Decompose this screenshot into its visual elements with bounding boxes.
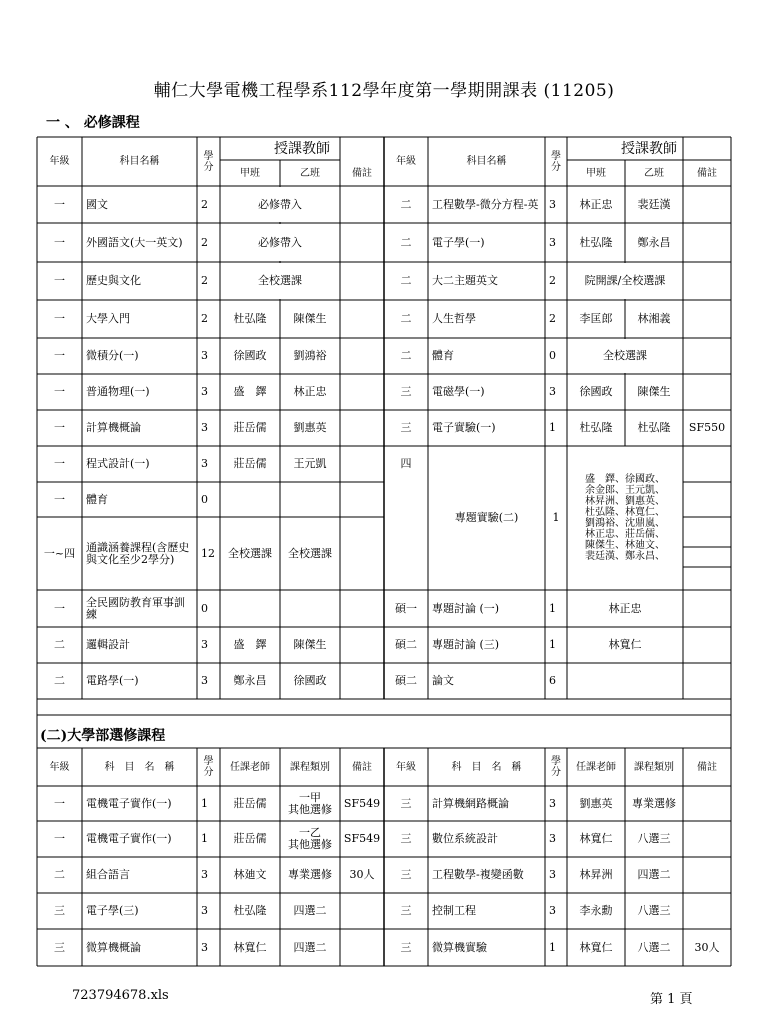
row-grade: 一 xyxy=(54,312,65,325)
footer-filename: 723794678.xls xyxy=(72,988,169,1003)
row2-teacher: 林廸文 xyxy=(233,868,267,881)
row2-note xyxy=(683,857,731,893)
row-note xyxy=(683,186,731,223)
row2-credit: 3 xyxy=(201,940,208,954)
row-note xyxy=(683,300,731,338)
row-credit: 3 xyxy=(201,638,208,651)
row-credit: 3 xyxy=(549,235,556,249)
row-grade: 一~四 xyxy=(43,546,76,560)
row-grade: 一 xyxy=(54,421,65,434)
section-required-heading: 一 、 必修課程 xyxy=(46,115,140,131)
header2-grade: 年級 xyxy=(49,761,70,773)
row-note xyxy=(683,223,731,262)
row2-course-type: 一乙 其他選修 xyxy=(288,826,332,851)
row2-note xyxy=(340,893,384,929)
row2-note xyxy=(340,929,384,966)
row-teacher-a xyxy=(220,482,280,517)
row-credit: 3 xyxy=(549,385,556,398)
row2-course-type: 專業選修 xyxy=(288,868,332,881)
row2-course-name: 數位系統設計 xyxy=(432,832,498,845)
row-note xyxy=(683,374,731,410)
row-course-name: 微積分(一) xyxy=(86,349,139,362)
row-teacher-a: 莊岳儒 xyxy=(233,421,267,434)
row2-grade: 一 xyxy=(54,832,65,845)
row2-grade: 一 xyxy=(54,796,65,810)
row-note xyxy=(340,482,384,517)
header-class-b: 乙班 xyxy=(300,167,320,179)
row2-credit: 3 xyxy=(549,904,556,917)
row2-course-name: 電機電子實作(一) xyxy=(86,832,172,845)
row-teacher-b: 杜弘隆 xyxy=(637,421,671,434)
row-grade: 一 xyxy=(54,197,65,211)
grad-credit: 6 xyxy=(549,674,556,687)
row-credit: 3 xyxy=(201,385,208,398)
row-course-name: 電磁學(一) xyxy=(432,385,485,398)
row2-grade: 三 xyxy=(400,796,412,810)
row2-note: 30人 xyxy=(694,940,720,954)
grad-teacher: 林正忠 xyxy=(608,601,642,615)
row-credit: 0 xyxy=(201,492,208,506)
row-note xyxy=(340,517,384,590)
header2-note: 備註 xyxy=(697,761,717,773)
row-teacher-a: 杜弘隆 xyxy=(579,235,613,249)
row2-note xyxy=(683,821,731,857)
row2-grade: 三 xyxy=(400,904,412,917)
row-course-name: 電子學(一) xyxy=(432,235,485,249)
row-course-name: 通識涵養課程(含歷史與文化至少2學分) xyxy=(86,540,190,566)
header-note: 備註 xyxy=(352,167,372,179)
row-grade: 一 xyxy=(54,385,65,398)
row-credit: 3 xyxy=(201,421,208,434)
grad-course-name: 論文 xyxy=(432,674,454,687)
header2-grade: 年級 xyxy=(396,761,416,773)
row2-course-type: 八選三 xyxy=(637,904,671,917)
row-teacher-b: 劉惠英 xyxy=(293,421,327,434)
header2-course-name: 科 目 名 稱 xyxy=(451,761,522,773)
row2-teacher: 莊岳儒 xyxy=(233,796,267,810)
row-grade: 二 xyxy=(54,674,65,687)
row-teacher-a: 鄭永昌 xyxy=(233,674,267,687)
grad-credit: 1 xyxy=(549,638,556,651)
grad-teacher: 林寬仁 xyxy=(608,638,642,651)
row2-teacher: 林昇洲 xyxy=(579,868,613,881)
header2-credit: 學分 xyxy=(551,756,561,778)
row-course-name: 計算機概論 xyxy=(86,421,141,434)
project-course-name: 專題實驗(二) xyxy=(454,511,519,524)
row2-grade: 三 xyxy=(400,868,412,881)
row-grade: 二 xyxy=(400,312,412,325)
header2-credit: 學分 xyxy=(203,756,214,778)
row2-teacher: 杜弘隆 xyxy=(233,904,267,917)
row2-teacher: 林寬仁 xyxy=(579,940,613,954)
row-credit: 2 xyxy=(201,312,208,325)
page-title: 輔仁大學電機工程學系112學年度第一學期開課表 (11205) xyxy=(153,81,615,101)
row-note xyxy=(340,446,384,482)
row2-teacher: 林寬仁 xyxy=(233,940,267,954)
row2-note: SF549 xyxy=(343,796,381,810)
row2-note: SF549 xyxy=(343,832,381,845)
footer-page-number: 第 1 頁 xyxy=(650,992,693,1007)
row-credit: 3 xyxy=(549,197,556,211)
row-credit: 0 xyxy=(549,349,556,362)
row-teacher-a: 盛 鐸 xyxy=(233,385,267,398)
row-grade: 二 xyxy=(400,349,412,362)
row-grade: 一 xyxy=(54,492,65,506)
row-note xyxy=(340,186,384,223)
row-course-name: 全民國防教育軍事訓練 xyxy=(86,595,185,621)
row-course-name: 大學入門 xyxy=(86,312,130,325)
row2-course-type: 四選二 xyxy=(293,904,327,917)
row-grade: 一 xyxy=(54,274,65,287)
header-grade: 年級 xyxy=(49,156,70,167)
header-credit: 學分 xyxy=(551,150,561,173)
row-course-name: 體育 xyxy=(86,492,108,506)
header-class-b: 乙班 xyxy=(644,167,664,179)
row-grade: 三 xyxy=(400,385,412,398)
row-grade: 一 xyxy=(54,457,65,470)
row-course-name: 體育 xyxy=(432,349,454,362)
project-credit: 1 xyxy=(552,511,560,524)
row-note xyxy=(340,223,384,262)
row2-teacher: 劉惠英 xyxy=(579,796,613,810)
row2-credit: 1 xyxy=(201,796,208,810)
row-credit: 3 xyxy=(201,349,208,362)
row-teacher-b: 王元凱 xyxy=(293,457,327,470)
row-note xyxy=(340,627,384,663)
row-teacher: 全校選課 xyxy=(258,274,302,287)
row-note xyxy=(340,663,384,699)
row-teacher-b: 陳傑生 xyxy=(293,638,327,651)
row2-course-name: 工程數學-複變函數 xyxy=(432,868,524,881)
project-teachers: 盛 鐸、徐國政、 余金郎、王元凱、 林昇洲、劉惠英、 杜弘隆、林寬仁、 劉鴻裕、沈鼎嵐、 林正忠、莊岳儒、 陳傑生、林廸文、 裴廷漢、鄭永昌、 xyxy=(585,474,665,562)
row2-course-name: 電機電子實作(一) xyxy=(86,796,172,810)
row-course-name: 邏輯設計 xyxy=(86,638,130,651)
row-teacher-b: 裴廷漢 xyxy=(637,197,671,211)
header-course-name: 科目名稱 xyxy=(119,156,160,167)
row-note xyxy=(340,300,384,338)
row-teacher: 全校選課 xyxy=(603,349,647,362)
row2-course-type: 專業選修 xyxy=(632,796,676,810)
row-credit: 2 xyxy=(549,274,556,287)
row2-teacher: 林寬仁 xyxy=(579,832,613,845)
row-teacher: 必修帶入 xyxy=(258,197,302,211)
section-elective-heading: (二)大學部選修課程 xyxy=(40,728,166,744)
row-course-name: 電路學(一) xyxy=(86,674,139,687)
row2-course-type: 八選二 xyxy=(637,940,671,954)
row2-credit: 3 xyxy=(549,796,556,810)
row-credit: 12 xyxy=(201,546,215,560)
grad-course-name: 專題討論 (一) xyxy=(432,601,500,615)
row-teacher-a: 徐國政 xyxy=(233,349,267,362)
row-course-name: 工程數學-微分方程-英 xyxy=(432,197,539,211)
row2-teacher: 李永勳 xyxy=(579,904,613,917)
row-grade: 一 xyxy=(54,601,65,615)
header-teacher: 授課教師 xyxy=(621,140,677,157)
row-note: SF550 xyxy=(688,421,726,434)
row2-grade: 三 xyxy=(400,832,412,845)
row2-course-type: 一甲 其他選修 xyxy=(288,790,332,816)
header-note: 備註 xyxy=(697,167,717,179)
row-teacher-b: 劉鴻裕 xyxy=(293,349,327,362)
row2-note xyxy=(683,786,731,821)
header-class-a: 甲班 xyxy=(240,167,260,179)
row-teacher-b: 陳傑生 xyxy=(637,385,671,398)
row-grade: 三 xyxy=(400,421,412,434)
row-grade: 二 xyxy=(400,197,412,211)
row-teacher-b: 全校選課 xyxy=(288,546,332,560)
row-course-name: 程式設計(一) xyxy=(86,457,150,470)
row-course-name: 大二主題英文 xyxy=(432,274,498,287)
row-note xyxy=(340,374,384,410)
row-teacher-b: 鄭永昌 xyxy=(637,235,671,249)
header2-course-type: 課程類別 xyxy=(634,761,674,773)
row-credit: 1 xyxy=(549,421,556,434)
row2-course-name: 組合語言 xyxy=(86,868,130,881)
row-teacher-b: 林湘義 xyxy=(637,312,671,325)
row-teacher-a: 李匡郎 xyxy=(579,312,613,325)
row-teacher-a: 徐國政 xyxy=(579,385,613,398)
row-course-name: 外國語文(大一英文) xyxy=(86,235,183,249)
row2-credit: 3 xyxy=(549,832,556,845)
row2-grade: 二 xyxy=(54,868,65,881)
row-teacher-a: 杜弘隆 xyxy=(579,421,613,434)
row-credit: 2 xyxy=(549,312,556,325)
grad-grade: 碩二 xyxy=(395,674,417,687)
header-teacher: 授課教師 xyxy=(274,140,330,157)
row2-course-name: 控制工程 xyxy=(432,904,476,917)
row-teacher-a: 盛 鐸 xyxy=(233,638,267,651)
row2-course-name: 微算機概論 xyxy=(86,940,141,954)
row-note xyxy=(340,410,384,446)
row-teacher: 院開課/全校選課 xyxy=(584,274,666,287)
grad-course-name: 專題討論 (三) xyxy=(432,638,500,651)
row-note xyxy=(683,338,731,374)
row-teacher-a: 莊岳儒 xyxy=(233,457,267,470)
row2-credit: 1 xyxy=(549,940,556,954)
header2-course-name: 科 目 名 稱 xyxy=(104,761,175,773)
row-course-name: 國文 xyxy=(86,197,108,211)
row-grade: 二 xyxy=(400,274,412,287)
header-class-a: 甲班 xyxy=(586,167,606,179)
row2-course-name: 電子學(三) xyxy=(86,904,139,917)
header2-teacher: 任課老師 xyxy=(576,761,616,773)
grad-grade: 碩一 xyxy=(395,601,417,615)
row2-note xyxy=(683,893,731,929)
row-note xyxy=(340,338,384,374)
row-teacher-a: 全校選課 xyxy=(228,546,272,560)
row2-course-type: 四選二 xyxy=(293,940,327,954)
grad-grade: 碩二 xyxy=(395,638,417,651)
row-grade: 二 xyxy=(54,638,65,651)
row-credit: 2 xyxy=(201,197,208,211)
row-note xyxy=(340,590,384,627)
row-note xyxy=(683,262,731,300)
row2-course-name: 計算機網路概論 xyxy=(432,796,509,810)
row-note xyxy=(340,262,384,300)
row-grade: 一 xyxy=(54,349,65,362)
row2-grade: 三 xyxy=(54,904,65,917)
row-course-name: 人生哲學 xyxy=(432,312,476,325)
row-credit: 2 xyxy=(201,274,208,287)
row-course-name: 電子實驗(一) xyxy=(432,421,496,434)
row-grade: 一 xyxy=(54,235,65,249)
row2-credit: 3 xyxy=(549,868,556,881)
header-grade: 年級 xyxy=(396,156,416,167)
header-credit: 學分 xyxy=(203,150,214,173)
row-teacher-b xyxy=(280,590,340,627)
row-teacher-b: 林正忠 xyxy=(293,385,327,398)
header2-note: 備註 xyxy=(352,761,372,773)
row-teacher-a: 杜弘隆 xyxy=(233,312,267,325)
row2-note: 30人 xyxy=(349,868,375,881)
row-credit: 0 xyxy=(201,601,208,615)
project-grade: 四 xyxy=(400,457,412,470)
grad-credit: 1 xyxy=(549,601,556,615)
header2-teacher: 任課老師 xyxy=(230,761,270,773)
row-grade: 二 xyxy=(400,235,412,249)
row2-course-type: 八選三 xyxy=(637,832,671,845)
row-credit: 3 xyxy=(201,674,208,687)
row-teacher: 必修帶入 xyxy=(258,235,302,249)
row2-grade: 三 xyxy=(54,940,65,954)
row2-teacher: 莊岳儒 xyxy=(233,832,267,845)
row2-grade: 三 xyxy=(400,940,412,954)
row2-credit: 3 xyxy=(201,868,208,881)
row-teacher-b: 陳傑生 xyxy=(293,312,327,325)
row-course-name: 歷史與文化 xyxy=(86,274,141,287)
row2-credit: 1 xyxy=(201,832,208,845)
row-teacher-b xyxy=(280,482,340,517)
row-teacher-a xyxy=(220,590,280,627)
row-teacher-b: 徐國政 xyxy=(293,674,327,687)
grad-teacher xyxy=(567,663,683,699)
row2-credit: 3 xyxy=(201,904,208,917)
row-credit: 2 xyxy=(201,235,208,249)
row-teacher-a: 林正忠 xyxy=(579,197,613,211)
row-credit: 3 xyxy=(201,457,208,470)
row-course-name: 普通物理(一) xyxy=(86,385,150,398)
row2-course-type: 四選二 xyxy=(637,868,671,881)
header2-course-type: 課程類別 xyxy=(290,761,330,773)
header-course-name: 科目名稱 xyxy=(466,156,507,167)
row2-course-name: 微算機實驗 xyxy=(432,940,487,954)
